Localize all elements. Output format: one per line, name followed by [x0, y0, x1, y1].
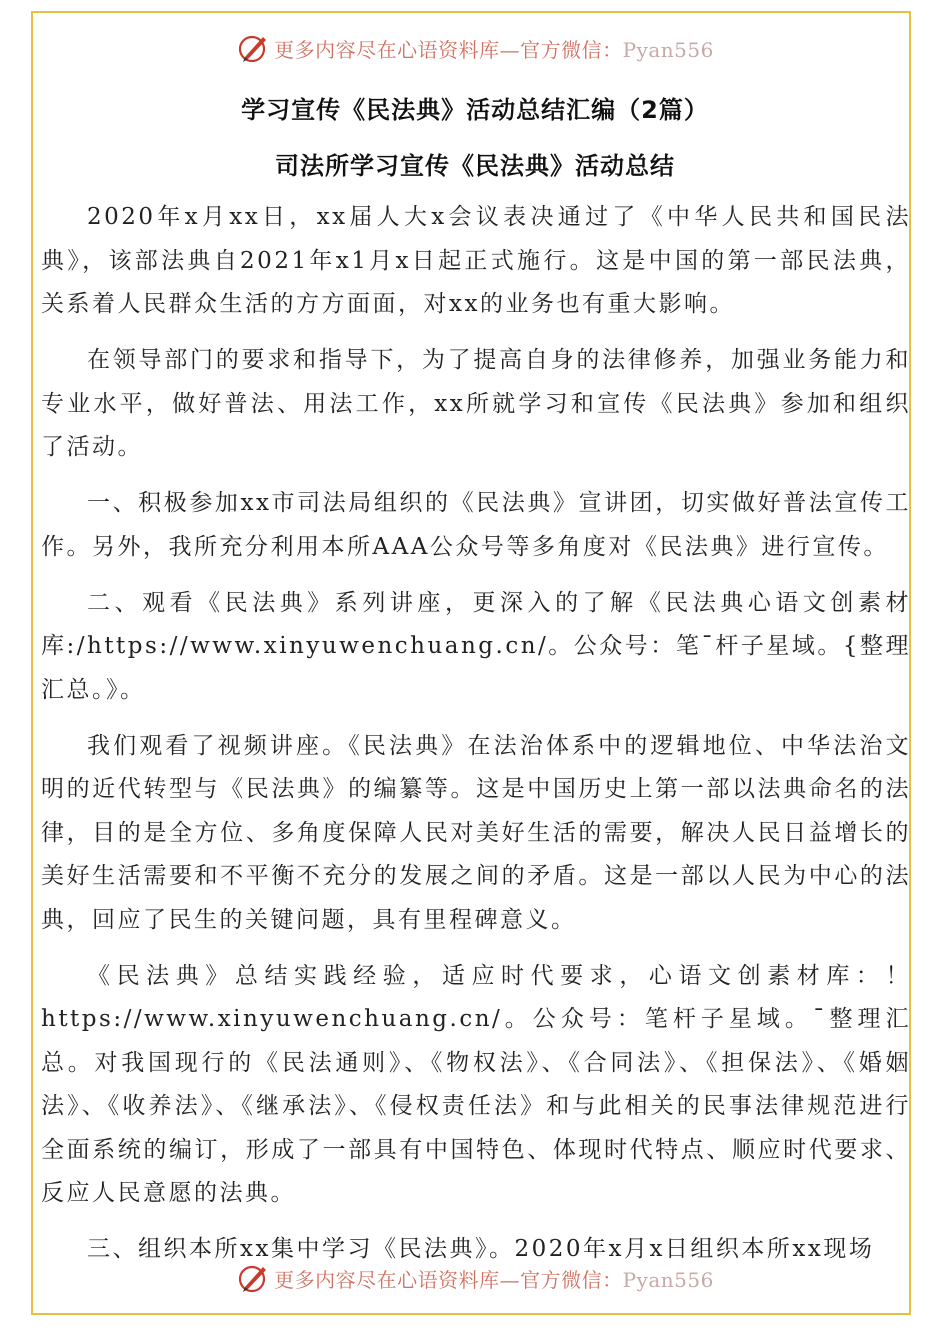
- paragraph: 一、积极参加xx市司法局组织的《民法典》宣讲团，切实做好普法宣传工作。另外，我所充分利用本所AAA公众号等多角度对《民法典》进行宣传。: [41, 490, 911, 560]
- footer-banner: [0, 1258, 950, 1298]
- paragraph: 我们观看了视频讲座。《民法典》在法治体系中的逻辑地位、中华法治文明的近代转型与《民法典》的编纂等。这是中国历史上第一部以法典命名的法律，目的是全方位、多角度保障人民对美好生活的需要，解决人民日益增长的美好生活需要和不平衡不充分的发展之间的矛盾。这是一部以人民为中心的法典，回应了民生的关键问题，具有里程碑意义。: [41, 732, 911, 933]
- document-body: [41, 196, 911, 1284]
- header-banner: [0, 28, 950, 68]
- paragraph: 2020年x月xx日，xx届人大x会议表决通过了《中华人民共和国民法典》，该部法典自2021年x1月x日起正式施行。这是中国的第一部民法典，关系着人民群众生活的方方面面，对xx的业务也有重大影响。: [41, 204, 911, 317]
- paragraph: 在领导部门的要求和指导下，为了提高自身的法律修养，加强业务能力和专业水平，做好普法、用法工作，xx所就学习和宣传《民法典》参加和组织了活动。: [41, 347, 911, 460]
- paragraph: 二、观看《民法典》系列讲座，更深入的了解《民法典心语文创素材库:/https://www.xinyuwenchuang.cn/。公众号：笔¯杆子星域。{整理汇总。》。: [41, 589, 911, 703]
- paragraph: 《民法典》总结实践经验，适应时代要求，心语文创素材库：！https://www.xinyuwenchuang.cn/。公众号：笔杆子星域。¯整理汇总。对我国现行的《民法通则》、《物权法》、《合同法》、《担保法》、《婚姻法》、《收养法》、《继承法》、《侵权责任法》和与此相关的民事法律规范进行全面系统的编订，形成了一部具有中国特色、体现时代特点、顺应时代要求、反应人民意愿的法典。: [41, 962, 911, 1206]
- banner-message: 更多内容尽在心语资料库—官方微信：: [274, 37, 623, 62]
- banner-text: [274, 1264, 714, 1293]
- paragraph: 三、组织本所xx集中学习《民法典》。2020年x月x日组织本所xx现场: [87, 1236, 875, 1262]
- document-title: 学习宣传《民法典》活动总结汇编（2篇）: [241, 96, 709, 124]
- banner-message: 更多内容尽在心语资料库—官方微信：: [274, 1267, 623, 1292]
- document-subtitle: 司法所学习宣传《民法典》活动总结: [275, 152, 675, 180]
- banner-wechat-id: Pyan556: [622, 1267, 714, 1292]
- banner-text: [274, 34, 714, 63]
- pen-circle-logo-icon: [236, 1261, 270, 1295]
- pen-circle-logo-icon: [236, 31, 270, 65]
- banner-wechat-id: Pyan556: [622, 37, 714, 62]
